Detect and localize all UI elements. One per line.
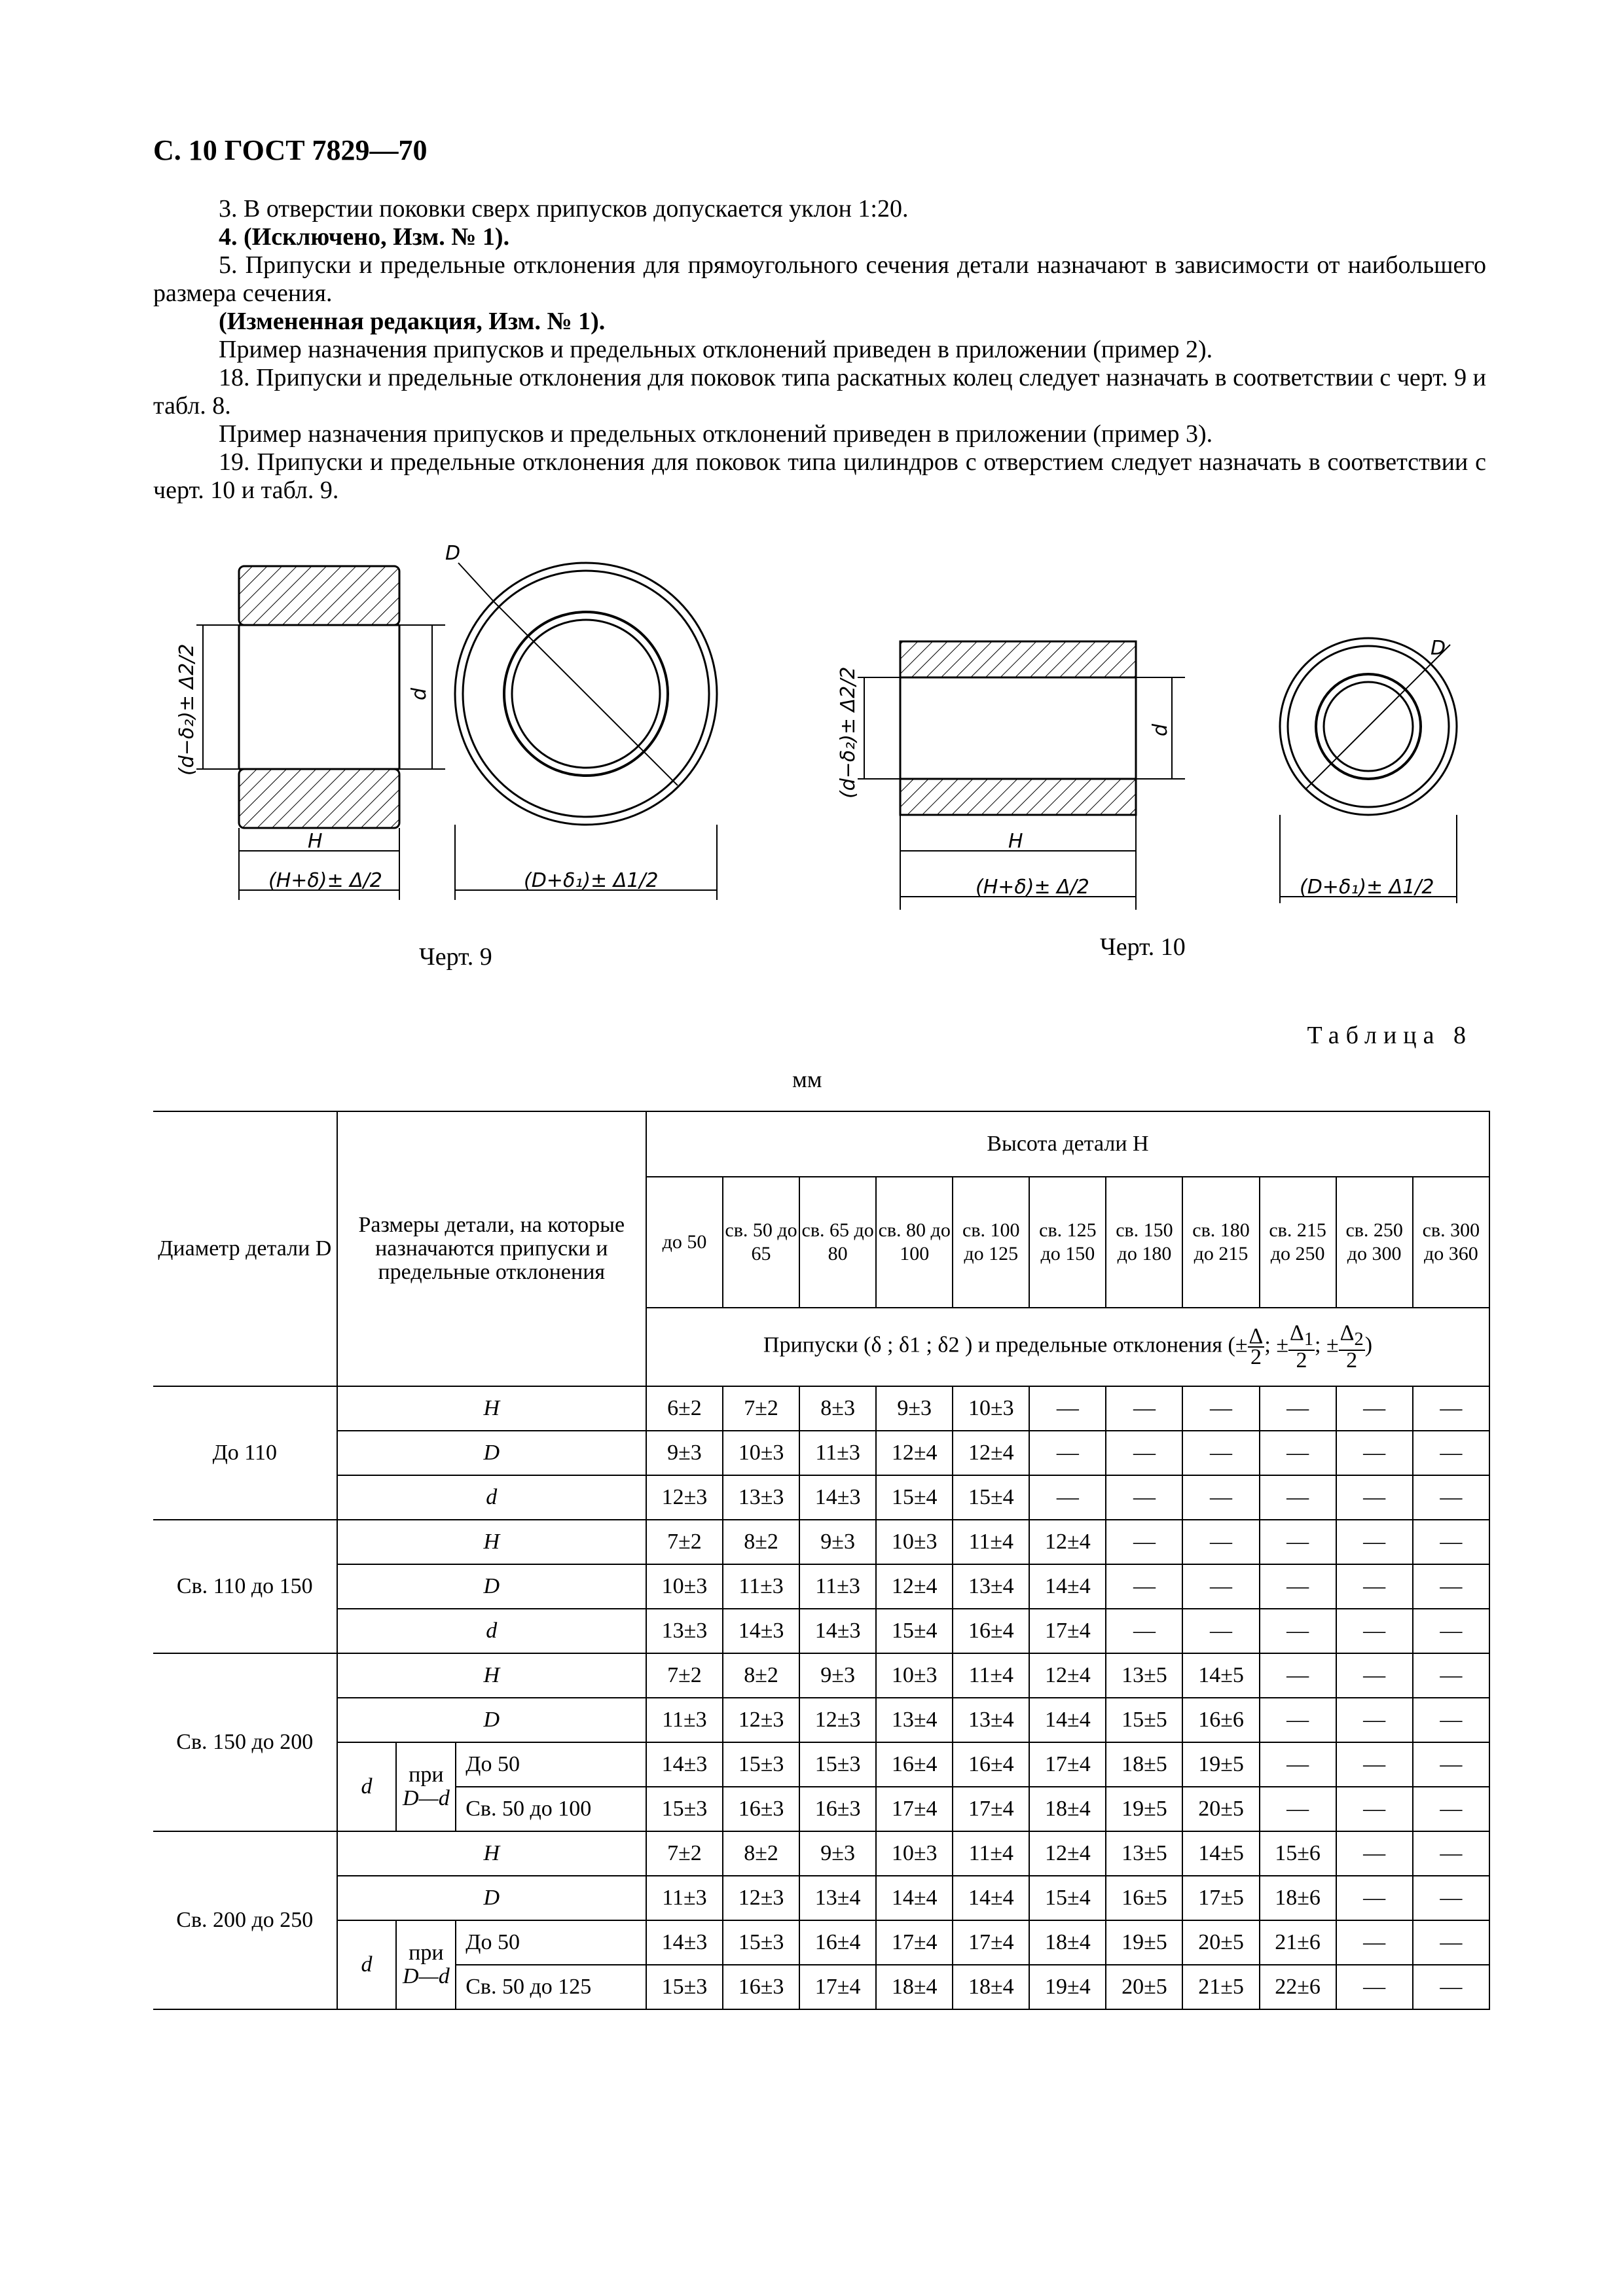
range-cell: До 50 <box>456 1742 646 1787</box>
table-cell: — <box>1413 1564 1489 1609</box>
table-cell: 15±4 <box>876 1609 953 1653</box>
table-cell: 13±4 <box>799 1876 876 1920</box>
table-cell: — <box>1106 1609 1182 1653</box>
table-cell: 18±4 <box>876 1965 953 2009</box>
table-title: Таблица 8 <box>1307 1022 1472 1049</box>
condition-formula: D—d <box>402 1964 450 1988</box>
table-cell: 10±3 <box>723 1431 799 1475</box>
table-cell: 16±3 <box>723 1965 799 2009</box>
table-cell: 18±4 <box>1029 1920 1106 1965</box>
paragraph: Пример назначения припусков и предельных отклонений приведен в приложении (пример 3). <box>219 420 1213 448</box>
table-cell: 15±3 <box>723 1920 799 1965</box>
height-range-header: св. 100 до 125 <box>953 1177 1029 1308</box>
table-cell: 15±4 <box>1029 1876 1106 1920</box>
fig10-label-D: D <box>1431 637 1446 660</box>
table-row <box>153 1698 1489 1742</box>
table-cell: 11±3 <box>799 1564 876 1609</box>
table-cell: 10±3 <box>646 1564 723 1609</box>
dimension-cell: d <box>337 1920 397 2009</box>
table-cell: 13±5 <box>1106 1831 1182 1876</box>
fig9-label-H: H <box>308 830 323 853</box>
col-diameter-header: Диаметр детали D <box>153 1111 337 1386</box>
table-cell: — <box>1182 1609 1259 1653</box>
table-cell: 15±4 <box>876 1475 953 1520</box>
table-cell: 15±3 <box>646 1965 723 2009</box>
table-cell: — <box>1182 1564 1259 1609</box>
table-cell: — <box>1413 1386 1489 1431</box>
condition-formula: D—d <box>402 1786 450 1810</box>
table-cell: 10±3 <box>876 1520 953 1564</box>
table-cell: — <box>1182 1431 1259 1475</box>
table-cell: — <box>1336 1787 1413 1831</box>
table-cell: 13±5 <box>1106 1653 1182 1698</box>
table-cell: — <box>1260 1698 1336 1742</box>
table-cell: — <box>1260 1386 1336 1431</box>
table-cell: — <box>1336 1386 1413 1431</box>
table-cell: 12±3 <box>646 1475 723 1520</box>
table-cell: 13±4 <box>953 1564 1029 1609</box>
table-cell: — <box>1413 1653 1489 1698</box>
table-cell: 12±4 <box>876 1431 953 1475</box>
table-cell: 14±3 <box>799 1475 876 1520</box>
dimension-cell: H <box>337 1653 646 1698</box>
table-cell: — <box>1413 1475 1489 1520</box>
table-cell: 12±4 <box>1029 1653 1106 1698</box>
table-cell: — <box>1336 1742 1413 1787</box>
allowance-table <box>153 1111 1490 2010</box>
table-cell: — <box>1260 1564 1336 1609</box>
table-cell: 17±4 <box>876 1920 953 1965</box>
table-cell: 8±3 <box>799 1386 876 1431</box>
table-cell: 22±6 <box>1260 1965 1336 2009</box>
table-cell: 8±2 <box>723 1831 799 1876</box>
table-cell: — <box>1260 1653 1336 1698</box>
table-cell: 11±3 <box>646 1876 723 1920</box>
table-cell: 16±3 <box>723 1787 799 1831</box>
table-cell: — <box>1336 1831 1413 1876</box>
table-cell: 8±2 <box>723 1653 799 1698</box>
table-cell: — <box>1336 1475 1413 1520</box>
table-cell: 16±4 <box>953 1742 1029 1787</box>
table-cell: — <box>1413 1787 1489 1831</box>
range-cell: Св. 50 до 125 <box>456 1965 646 2009</box>
table-cell: — <box>1413 1831 1489 1876</box>
table-cell: — <box>1336 1876 1413 1920</box>
fig10-caption: Черт. 10 <box>1100 933 1186 961</box>
table-cell: 11±4 <box>953 1520 1029 1564</box>
table-cell: — <box>1413 1965 1489 2009</box>
fig9-label-inner: (d−δ₂)± Δ2/2 <box>175 643 198 776</box>
table-cell: 16±4 <box>876 1742 953 1787</box>
table-cell: 14±4 <box>876 1876 953 1920</box>
height-range-header: до 50 <box>646 1177 723 1308</box>
table-cell: 14±4 <box>953 1876 1029 1920</box>
table-cell: — <box>1413 1520 1489 1564</box>
fig9-caption: Черт. 9 <box>419 943 492 971</box>
table-cell: — <box>1106 1475 1182 1520</box>
table-cell: 7±2 <box>646 1831 723 1876</box>
table-cell: — <box>1106 1431 1182 1475</box>
table-cell: 20±5 <box>1106 1965 1182 2009</box>
table-cell: 13±4 <box>953 1698 1029 1742</box>
table-cell: — <box>1260 1475 1336 1520</box>
table-cell: — <box>1336 1431 1413 1475</box>
table-cell: 16±5 <box>1106 1876 1182 1920</box>
table-cell: 20±5 <box>1182 1920 1259 1965</box>
table-cell: 11±3 <box>799 1431 876 1475</box>
fig9-label-outer: (D+δ₁)± Δ1/2 <box>524 869 659 892</box>
table-cell: — <box>1182 1386 1259 1431</box>
table-cell: 17±4 <box>953 1787 1029 1831</box>
dimension-cell: H <box>337 1831 646 1876</box>
table-cell: 20±5 <box>1182 1787 1259 1831</box>
height-range-header: св. 50 до 65 <box>723 1177 799 1308</box>
dimension-cell: d <box>337 1742 397 1831</box>
table-cell: 9±3 <box>646 1431 723 1475</box>
table-cell: 19±5 <box>1106 1920 1182 1965</box>
table-cell: 16±3 <box>799 1787 876 1831</box>
table-cell: 11±4 <box>953 1831 1029 1876</box>
fig9-label-D: D <box>445 542 461 565</box>
table-row <box>153 1431 1489 1475</box>
paragraph: 3. В отверстии поковки сверх припусков допускается уклон 1:20. <box>219 195 909 223</box>
fig9-label-d: d <box>408 687 431 700</box>
table-cell: 12±4 <box>1029 1520 1106 1564</box>
table-cell: 19±5 <box>1106 1787 1182 1831</box>
table-cell: 14±4 <box>1029 1698 1106 1742</box>
table-cell: 11±3 <box>646 1698 723 1742</box>
table-cell: — <box>1260 1787 1336 1831</box>
fig9-label-len: (H+δ)± Δ/2 <box>268 869 382 892</box>
table-cell: — <box>1413 1698 1489 1742</box>
fig10-label-outer: (D+δ₁)± Δ1/2 <box>1300 876 1434 899</box>
table-cell: 11±3 <box>723 1564 799 1609</box>
table-cell: 8±2 <box>723 1520 799 1564</box>
range-cell: До 50 <box>456 1920 646 1965</box>
height-range-header: св. 65 до 80 <box>799 1177 876 1308</box>
fig10-label-H: H <box>1008 830 1023 853</box>
condition-cell <box>396 1920 456 2009</box>
paragraph: 5. Припуски и предельные отклонения для прямоугольного сечения детали назначают в зависимости от наибольшего размера сечения. <box>153 251 1486 307</box>
diameter-cell: Св. 110 до 150 <box>153 1520 337 1653</box>
table-row <box>153 1609 1489 1653</box>
table-cell: — <box>1413 1431 1489 1475</box>
height-range-header: св. 300 до 360 <box>1413 1177 1489 1308</box>
paragraph: 18. Припуски и предельные отклонения для поковок типа раскатных колец следует назначать в соответствии с черт. 9 и табл. 8. <box>153 364 1486 420</box>
height-range-header: св. 125 до 150 <box>1029 1177 1106 1308</box>
dimension-cell: d <box>337 1475 646 1520</box>
dimension-cell: D <box>337 1564 646 1609</box>
paragraph: 19. Припуски и предельные отклонения для поковок типа цилиндров с отверстием следует назначать в соответствии с черт. 10 и табл. 9. <box>153 448 1486 504</box>
table-cell: 9±3 <box>799 1520 876 1564</box>
diameter-cell: До 110 <box>153 1386 337 1520</box>
table-cell: 17±4 <box>876 1787 953 1831</box>
table-cell: 14±5 <box>1182 1653 1259 1698</box>
height-range-header: св. 215 до 250 <box>1260 1177 1336 1308</box>
fig10-label-d: d <box>1149 723 1172 736</box>
table-cell: 14±3 <box>723 1609 799 1653</box>
table-cell: 15±3 <box>799 1742 876 1787</box>
table-cell: 14±5 <box>1182 1831 1259 1876</box>
dimension-cell: H <box>337 1386 646 1431</box>
table-cell: 16±6 <box>1182 1698 1259 1742</box>
table-cell: 13±4 <box>876 1698 953 1742</box>
table-cell: 14±3 <box>799 1609 876 1653</box>
text-block <box>153 195 1486 505</box>
table-cell: — <box>1336 1920 1413 1965</box>
table-cell: 12±3 <box>799 1698 876 1742</box>
fig9-front-view <box>455 563 717 900</box>
table-cell: 10±3 <box>876 1831 953 1876</box>
table-cell: 17±5 <box>1182 1876 1259 1920</box>
table-cell: — <box>1336 1653 1413 1698</box>
fig10-label-inner: (d−δ₂)± Δ2/2 <box>837 666 860 798</box>
table-cell: 15±6 <box>1260 1831 1336 1876</box>
table-cell: 14±3 <box>646 1742 723 1787</box>
table-cell: — <box>1336 1698 1413 1742</box>
table-cell: 13±3 <box>646 1609 723 1653</box>
table-cell: — <box>1413 1920 1489 1965</box>
height-range-header: св. 250 до 300 <box>1336 1177 1413 1308</box>
table-cell: 18±5 <box>1106 1742 1182 1787</box>
col-sizes-header: Размеры детали, на которые назначаются припуски и предельные отклонения <box>337 1111 646 1386</box>
table-cell: 16±4 <box>799 1920 876 1965</box>
table-row <box>153 1475 1489 1520</box>
table-cell: 15±4 <box>953 1475 1029 1520</box>
table-cell: — <box>1029 1475 1106 1520</box>
table-cell: 11±4 <box>953 1653 1029 1698</box>
table-cell: 7±2 <box>723 1386 799 1431</box>
diameter-cell: Св. 150 до 200 <box>153 1653 337 1831</box>
table-cell: 15±5 <box>1106 1698 1182 1742</box>
drawings <box>0 537 1623 1008</box>
condition-pri: при <box>409 1941 444 1965</box>
table-cell: — <box>1106 1564 1182 1609</box>
table-cell: 12±4 <box>876 1564 953 1609</box>
table-cell: — <box>1260 1520 1336 1564</box>
condition-cell <box>396 1742 456 1831</box>
dimension-cell: d <box>337 1609 646 1653</box>
table-cell: 7±2 <box>646 1653 723 1698</box>
paragraph: 4. (Исключено, Изм. № 1). <box>219 223 510 251</box>
table-cell: — <box>1413 1876 1489 1920</box>
table-cell: 19±5 <box>1182 1742 1259 1787</box>
page-header: С. 10 ГОСТ 7829—70 <box>153 134 428 166</box>
height-header: Высота детали H <box>646 1111 1489 1177</box>
table-cell: 17±4 <box>953 1920 1029 1965</box>
table-cell: — <box>1029 1431 1106 1475</box>
table-cell: — <box>1336 1564 1413 1609</box>
table-row <box>153 1831 1489 1876</box>
table-cell: 7±2 <box>646 1520 723 1564</box>
table-cell: 12±3 <box>723 1876 799 1920</box>
table-row <box>153 1520 1489 1564</box>
height-range-header: св. 180 до 215 <box>1182 1177 1259 1308</box>
table-cell: 9±3 <box>876 1386 953 1431</box>
table-cell: 14±3 <box>646 1920 723 1965</box>
height-range-header: св. 80 до 100 <box>876 1177 953 1308</box>
table-cell: 12±4 <box>1029 1831 1106 1876</box>
table-cell: — <box>1106 1520 1182 1564</box>
table-cell: 12±4 <box>953 1431 1029 1475</box>
dimension-cell: D <box>337 1431 646 1475</box>
height-range-header: св. 150 до 180 <box>1106 1177 1182 1308</box>
table-row <box>153 1876 1489 1920</box>
table-row <box>153 1564 1489 1609</box>
table-cell: — <box>1182 1520 1259 1564</box>
table-cell: 10±3 <box>876 1653 953 1698</box>
table-cell: — <box>1336 1520 1413 1564</box>
table-row <box>153 1742 1489 1787</box>
diameter-cell: Св. 200 до 250 <box>153 1831 337 2009</box>
table-cell: 12±3 <box>723 1698 799 1742</box>
table-cell: 18±6 <box>1260 1876 1336 1920</box>
table-cell: 17±4 <box>799 1965 876 2009</box>
table-row <box>153 1920 1489 1965</box>
table-cell: 18±4 <box>953 1965 1029 2009</box>
table-cell: 6±2 <box>646 1386 723 1431</box>
allowance-header: Припуски (δ ; δ1 ; δ2 ) и предельные отклонения (± $\frac{\Delta}{2}$ ; ± $\frac{\Delta_1}{2}$ ; ± $\frac{\Delta_2}{2}$ ) <box>646 1308 1489 1386</box>
table-cell: — <box>1260 1609 1336 1653</box>
table-cell: 9±3 <box>799 1831 876 1876</box>
table-cell: 18±4 <box>1029 1787 1106 1831</box>
table-cell: — <box>1336 1965 1413 2009</box>
fig10-front-view <box>1280 638 1457 903</box>
table-cell: 21±5 <box>1182 1965 1259 2009</box>
table-cell: 9±3 <box>799 1653 876 1698</box>
fig10-side-view <box>858 641 1185 910</box>
condition-pri: при <box>409 1763 444 1787</box>
table-row <box>153 1653 1489 1698</box>
table-cell: — <box>1029 1386 1106 1431</box>
dimension-cell: H <box>337 1520 646 1564</box>
table-cell: 10±3 <box>953 1386 1029 1431</box>
table-cell: — <box>1336 1609 1413 1653</box>
table-cell: — <box>1260 1431 1336 1475</box>
fig10-label-len: (H+δ)± Δ/2 <box>976 876 1089 899</box>
table-cell: — <box>1182 1475 1259 1520</box>
table-cell: 14±4 <box>1029 1564 1106 1609</box>
table-cell: 19±4 <box>1029 1965 1106 2009</box>
table-cell: 16±4 <box>953 1609 1029 1653</box>
table-cell: — <box>1106 1386 1182 1431</box>
table-cell: 17±4 <box>1029 1742 1106 1787</box>
table-cell: — <box>1413 1742 1489 1787</box>
dimension-cell: D <box>337 1698 646 1742</box>
table-cell: 17±4 <box>1029 1609 1106 1653</box>
paragraph: (Измененная редакция, Изм. № 1). <box>219 308 606 335</box>
range-cell: Св. 50 до 100 <box>456 1787 646 1831</box>
table-cell: — <box>1413 1609 1489 1653</box>
paragraph: Пример назначения припусков и предельных отклонений приведен в приложении (пример 2). <box>219 336 1213 363</box>
table-cell: 13±3 <box>723 1475 799 1520</box>
table-cell: — <box>1260 1742 1336 1787</box>
table-units: мм <box>792 1066 822 1092</box>
table-cell: 15±3 <box>723 1742 799 1787</box>
table-cell: 21±6 <box>1260 1920 1336 1965</box>
table-cell: 15±3 <box>646 1787 723 1831</box>
dimension-cell: D <box>337 1876 646 1920</box>
table-row <box>153 1386 1489 1431</box>
